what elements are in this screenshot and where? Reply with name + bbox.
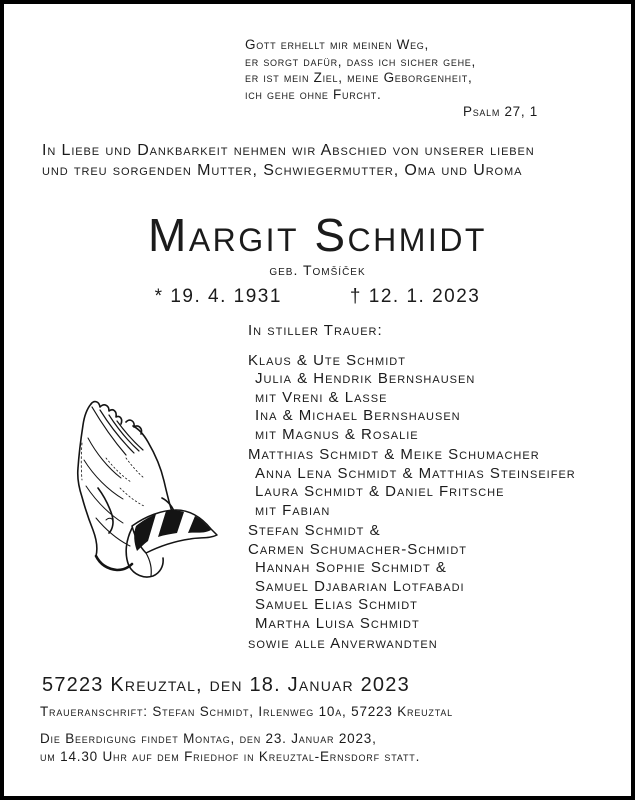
mourner-line: Stefan Schmidt &	[248, 522, 381, 539]
quote-line: Gott erhellt mir meinen Weg,	[245, 37, 429, 52]
mourner-line: Laura Schmidt & Daniel Fritsche	[255, 483, 505, 500]
mourner-line: mit Fabian	[255, 501, 331, 519]
mourners-heading: In stiller Trauer:	[248, 322, 383, 339]
mourning-address: Traueranschrift: Stefan Schmidt, Irlenweg 10a, 57223 Kreuztal	[40, 704, 453, 719]
quote-line: er ist mein Ziel, meine Geborgenheit,	[245, 70, 473, 85]
mourner-group	[248, 446, 576, 520]
mourner-line: mit Magnus & Rosalie	[255, 425, 419, 443]
mourner-line: Anna Lena Schmidt & Matthias Steinseifer	[255, 464, 576, 482]
mourner-line: Hannah Sophie Schmidt &	[255, 559, 447, 576]
mourners-section	[248, 322, 576, 654]
mourner-group	[248, 352, 576, 445]
deceased-name: Margit Schmidt	[148, 209, 487, 261]
mourner-line: Carmen Schumacher-Schmidt	[248, 540, 467, 558]
mourner-line: Matthias Schmidt & Meike Schumacher	[248, 446, 540, 463]
mourners-list	[248, 352, 576, 634]
life-dates	[4, 286, 631, 308]
praying-hands-image	[75, 398, 225, 588]
mourner-line: Samuel Djabarian Lotfabadi	[255, 577, 465, 595]
quote-line: er sorgt dafür, dass ich sicher gehe,	[245, 53, 476, 69]
mourner-line: Julia & Hendrik Bernshausen	[255, 370, 476, 387]
maiden-name: geb. Tomšíček	[269, 262, 366, 278]
intro-line: und treu sorgenden Mutter, Schwiegermutter, Oma und Uroma	[42, 161, 523, 179]
intro-line: In Liebe und Dankbarkeit nehmen wir Abschied von unserer lieben	[42, 142, 535, 159]
city-and-date: 57223 Kreuztal, den 18. Januar 2023	[42, 674, 410, 696]
funeral-line: Die Beerdigung findet Montag, den 23. Januar 2023,	[40, 731, 377, 746]
mourner-line: Klaus & Ute Schmidt	[248, 351, 406, 369]
opening-quote	[245, 37, 538, 121]
mourner-line: mit Vreni & Lasse	[255, 388, 388, 406]
mourner-line: Samuel Elias Schmidt	[255, 596, 418, 613]
quote-line: ich gehe ohne Furcht.	[245, 86, 382, 102]
death-date: † 12. 1. 2023	[349, 286, 481, 307]
intro-text	[42, 141, 535, 180]
funeral-info	[40, 730, 420, 766]
mourner-line: Ina & Michael Bernshausen	[255, 407, 461, 424]
mourners-closing: sowie alle Anverwandten	[248, 635, 438, 652]
birth-date: * 19. 4. 1931	[154, 286, 282, 307]
mourner-line: Martha Luisa Schmidt	[255, 614, 420, 632]
quote-attribution: Psalm 27, 1	[463, 104, 538, 119]
funeral-line: um 14.30 Uhr auf dem Friedhof in Kreuztal-Ernsdorf statt.	[40, 749, 421, 764]
praying-hands-drawing	[75, 398, 225, 588]
mourner-group	[248, 522, 576, 633]
